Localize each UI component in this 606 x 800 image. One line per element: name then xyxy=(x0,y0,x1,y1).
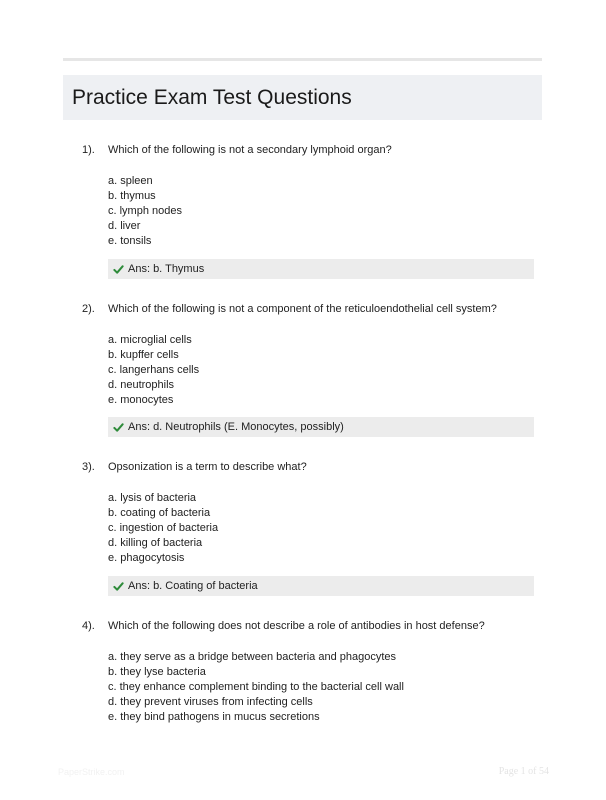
option-item: e. monocytes xyxy=(108,394,174,406)
option-item: a. spleen xyxy=(108,175,153,187)
question-text: Which of the following is not a secondary lymphoid organ? xyxy=(108,144,392,156)
option-item: d. they prevent viruses from infecting cells xyxy=(108,696,313,708)
question-text: Which of the following does not describe a role of antibodies in host defense? xyxy=(108,620,485,632)
checkmark-icon xyxy=(113,422,124,433)
answer-text: Ans: d. Neutrophils (E. Monocytes, possibly) xyxy=(128,421,344,433)
option-item: b. coating of bacteria xyxy=(108,507,211,519)
question-text: Opsonization is a term to describe what? xyxy=(108,461,307,473)
page-title: Practice Exam Test Questions xyxy=(72,85,352,109)
answer-box xyxy=(108,259,534,279)
option-item: b. kupffer cells xyxy=(108,349,179,361)
question-number: 1). xyxy=(82,144,95,156)
option-item: e. they bind pathogens in mucus secretions xyxy=(108,711,320,723)
question-number: 2). xyxy=(82,303,95,315)
checkmark-icon xyxy=(113,264,124,275)
option-item: b. thymus xyxy=(108,190,156,202)
answer-text: Ans: b. Thymus xyxy=(128,263,205,275)
question-number: 3). xyxy=(82,461,95,473)
option-item: c. they enhance complement binding to the bacterial cell wall xyxy=(108,681,404,693)
option-item: e. tonsils xyxy=(108,235,152,247)
options-list xyxy=(108,174,182,249)
question-number: 4). xyxy=(82,620,95,632)
option-item: d. neutrophils xyxy=(108,379,175,391)
checkmark-icon xyxy=(113,581,124,592)
footer-watermark: PaperStrike.com xyxy=(58,767,125,777)
option-item: b. they lyse bacteria xyxy=(108,666,206,678)
option-item: a. lysis of bacteria xyxy=(108,492,197,504)
option-item: a. microglial cells xyxy=(108,334,192,346)
page-number: Page 1 of 54 xyxy=(498,766,549,777)
option-item: e. phagocytosis xyxy=(108,552,185,564)
option-item: c. ingestion of bacteria xyxy=(108,522,219,534)
option-item: c. lymph nodes xyxy=(108,205,182,217)
answer-text: Ans: b. Coating of bacteria xyxy=(128,580,258,592)
option-item: c. langerhans cells xyxy=(108,364,200,376)
option-item: d. killing of bacteria xyxy=(108,537,203,549)
question-text: Which of the following is not a component of the reticuloendothelial cell system? xyxy=(108,303,497,315)
answer-box xyxy=(108,417,534,437)
title-band xyxy=(63,75,542,120)
answer-box xyxy=(108,576,534,596)
option-item: a. they serve as a bridge between bacteria and phagocytes xyxy=(108,651,397,663)
option-item: d. liver xyxy=(108,220,141,232)
options-list xyxy=(108,650,404,725)
options-list xyxy=(108,491,218,566)
options-list xyxy=(108,333,199,408)
top-rule xyxy=(63,58,542,61)
